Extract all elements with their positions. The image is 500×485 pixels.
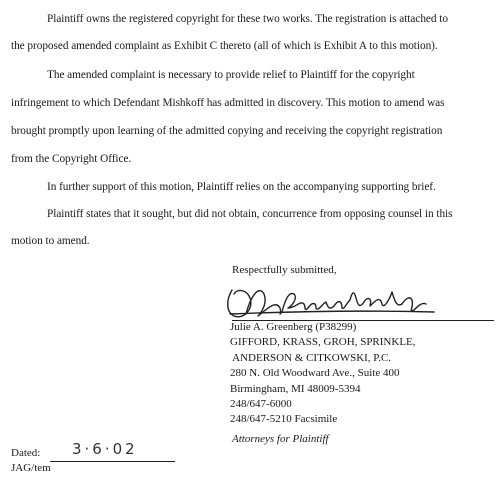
closing: Respectfully submitted, [232, 264, 337, 276]
address-line-1: 280 N. Old Woodward Ave., Suite 400 [230, 367, 400, 380]
paragraph-2-line-2: infringement to which Defendant Mishkoff has admitted in discovery. This motion to amend was [11, 97, 445, 109]
paragraph-1-line-1: Plaintiff owns the registered copyright for these two works. The registration is attached to [47, 13, 448, 25]
signature-block [230, 320, 416, 428]
paragraph-4-line-1: Plaintiff states that it sought, but did not obtain, concurrence from opposing counsel in this [47, 208, 453, 220]
dated-label: Dated: [11, 447, 41, 459]
paragraph-2-line-3: brought promptly upon learning of the admitted copying and receiving the copyright registration [11, 125, 443, 137]
paragraph-3-line-1: In further support of this motion, Plaintiff relies on the accompanying supporting brief. [47, 181, 436, 193]
paragraph-2-line-4: from the Copyright Office. [11, 153, 132, 165]
attorney-role: Attorneys for Plaintiff [232, 433, 329, 445]
paragraph-4-line-2: motion to amend. [11, 235, 90, 247]
initials: JAG/tem [11, 462, 51, 474]
paragraph-2-line-1: The amended complaint is necessary to provide relief to Plaintiff for the copyright [47, 69, 415, 81]
firm-name-line-2: ANDERSON & CITKOWSKI, P.C. [230, 351, 392, 364]
address-line-2: Birmingham, MI 48009-5394 [230, 382, 361, 395]
fax-number: 248/647-5210 Facsimile [230, 413, 338, 426]
attorney-name: Julie A. Greenberg (P38299) [230, 321, 357, 333]
paragraph-1-line-2: the proposed amended complaint as Exhibit C thereto (all of which is Exhibit A to this motion). [11, 40, 438, 52]
firm-name-line-1: GIFFORD, KRASS, GROH, SPRINKLE, [230, 336, 416, 349]
phone-number: 248/647-6000 [230, 398, 292, 411]
dated-value: 3·6·02 [72, 440, 138, 458]
dated-line [50, 461, 175, 462]
